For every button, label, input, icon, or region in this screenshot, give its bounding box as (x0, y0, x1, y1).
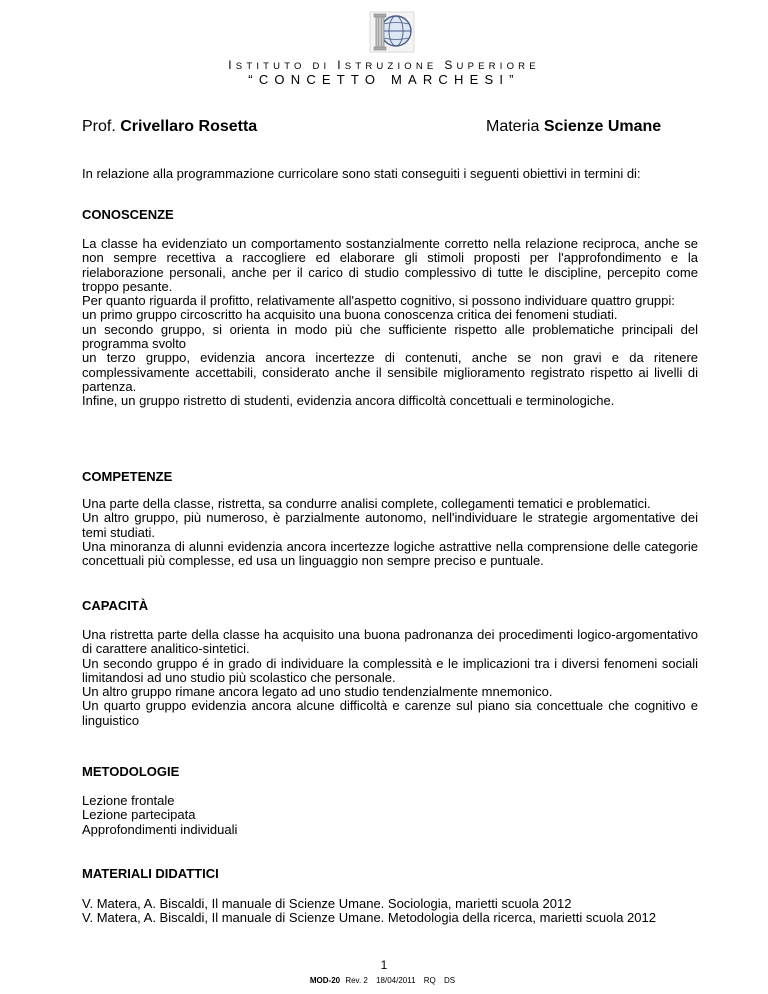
section-body-competenze (82, 497, 698, 568)
section-body-materiali (82, 897, 742, 926)
section-title-competenze: COMPETENZE (82, 469, 173, 484)
ds-label: DS (444, 976, 456, 985)
paragraph: un terzo gruppo, evidenzia ancora incertezze di contenuti, anche se non gravi e da ritenere complessivamente accettabili, considerato anche il sensibile miglioramento registrato rispetto ai livelli di partenza. (82, 350, 698, 394)
list-item: Lezione partecipata (82, 807, 196, 823)
paragraph: Una ristretta parte della classe ha acquisito una buona padronanza dei procedimenti logico-argomentativo di carattere analitico-sintetici. (82, 627, 698, 657)
paragraph: Un quarto gruppo evidenzia ancora alcune difficoltà e carenze sul piano sia concettuale che cognitivo e linguistico (82, 698, 698, 728)
paragraph: un primo gruppo circoscritto ha acquisito una buona conoscenza critica dei fenomeni studiati. (82, 307, 618, 323)
subject-line (486, 118, 661, 136)
institute-name-line2: “CONCETTO MARCHESI” (248, 72, 520, 87)
section-body-capacita (82, 628, 698, 728)
section-body-metodologie (82, 794, 698, 837)
paragraph: Un altro gruppo rimane ancora legato ad uno studio tendenzialmente mnemonico. (82, 684, 553, 700)
paragraph: La classe ha evidenziato un comportamento sostanzialmente corretto nella relazione reciproca, anche se non sempre recettiva a raccogliere ed elaborare gli stimoli proposti per l'approfondimento e la rielaborazione personali, anche per il carico di studio complessivo di tutte le discipline, percepito come troppo pesante. (82, 236, 698, 294)
institute-logo-icon (368, 8, 416, 56)
paragraph: un secondo gruppo, si orienta in modo più che sufficiente rispetto alle problematiche principali del programma svolto (82, 321, 698, 352)
section-title-capacita: CAPACITÀ (82, 598, 149, 613)
section-body-conoscenze (82, 237, 698, 409)
teacher-label: Prof. (82, 118, 116, 135)
document-footer (0, 976, 768, 985)
page-number: 1 (380, 958, 388, 972)
subject-name: Scienze Umane (543, 118, 662, 135)
paragraph: Un altro gruppo, più numeroso, è parzialmente autonomo, nell'individuare le strategie argomentative dei temi studiati. (82, 510, 698, 540)
section-title-metodologie: METODOLOGIE (82, 764, 180, 779)
intro-text: In relazione alla programmazione curricolare sono stati conseguiti i seguenti obiettivi in termini di: (82, 166, 641, 181)
paragraph: Una minoranza di alunni evidenzia ancora incertezze logiche astrattive nella comprensione delle categorie concettuali più complesse, ed usa un linguaggio non sempre preciso e puntuale. (82, 538, 698, 569)
teacher-name: Crivellaro Rosetta (120, 118, 258, 135)
paragraph: Un secondo gruppo é in grado di individuare la complessità e le implicazioni tra i diversi fenomeni sociali limitandosi ad uno studio più scolastico che personale. (82, 655, 698, 685)
paragraph: Una parte della classe, ristretta, sa condurre analisi complete, collegamenti tematici e problematici. (82, 496, 651, 511)
list-item: V. Matera, A. Biscaldi, Il manuale di Scienze Umane. Metodologia della ricerca, marietti scuola 2012 (82, 910, 656, 926)
revision-date: 18/04/2011 (376, 976, 416, 985)
list-item: Approfondimenti individuali (82, 821, 238, 837)
paragraph: Per quanto riguarda il profitto, relativamente all'aspetto cognitivo, si possono individuare quattro gruppi: (82, 293, 675, 309)
institute-name-line1: ISTITUTO DI ISTRUZIONE SUPERIORE (228, 58, 540, 72)
list-item: Lezione frontale (82, 793, 175, 808)
revision: Rev. 2 (345, 976, 368, 985)
section-title-materiali: MATERIALI DIDATTICI (82, 866, 219, 881)
subject-label: Materia (486, 118, 540, 135)
teacher-line (82, 118, 257, 136)
section-title-conoscenze: CONOSCENZE (82, 207, 174, 222)
list-item: V. Matera, A. Biscaldi, Il manuale di Scienze Umane. Sociologia, marietti scuola 2012 (82, 896, 572, 911)
rq-label: RQ (423, 976, 436, 985)
paragraph: Infine, un gruppo ristretto di studenti, evidenzia ancora difficoltà concettuali e terminologiche. (82, 393, 615, 409)
mod-code: MOD-20 (309, 976, 341, 985)
